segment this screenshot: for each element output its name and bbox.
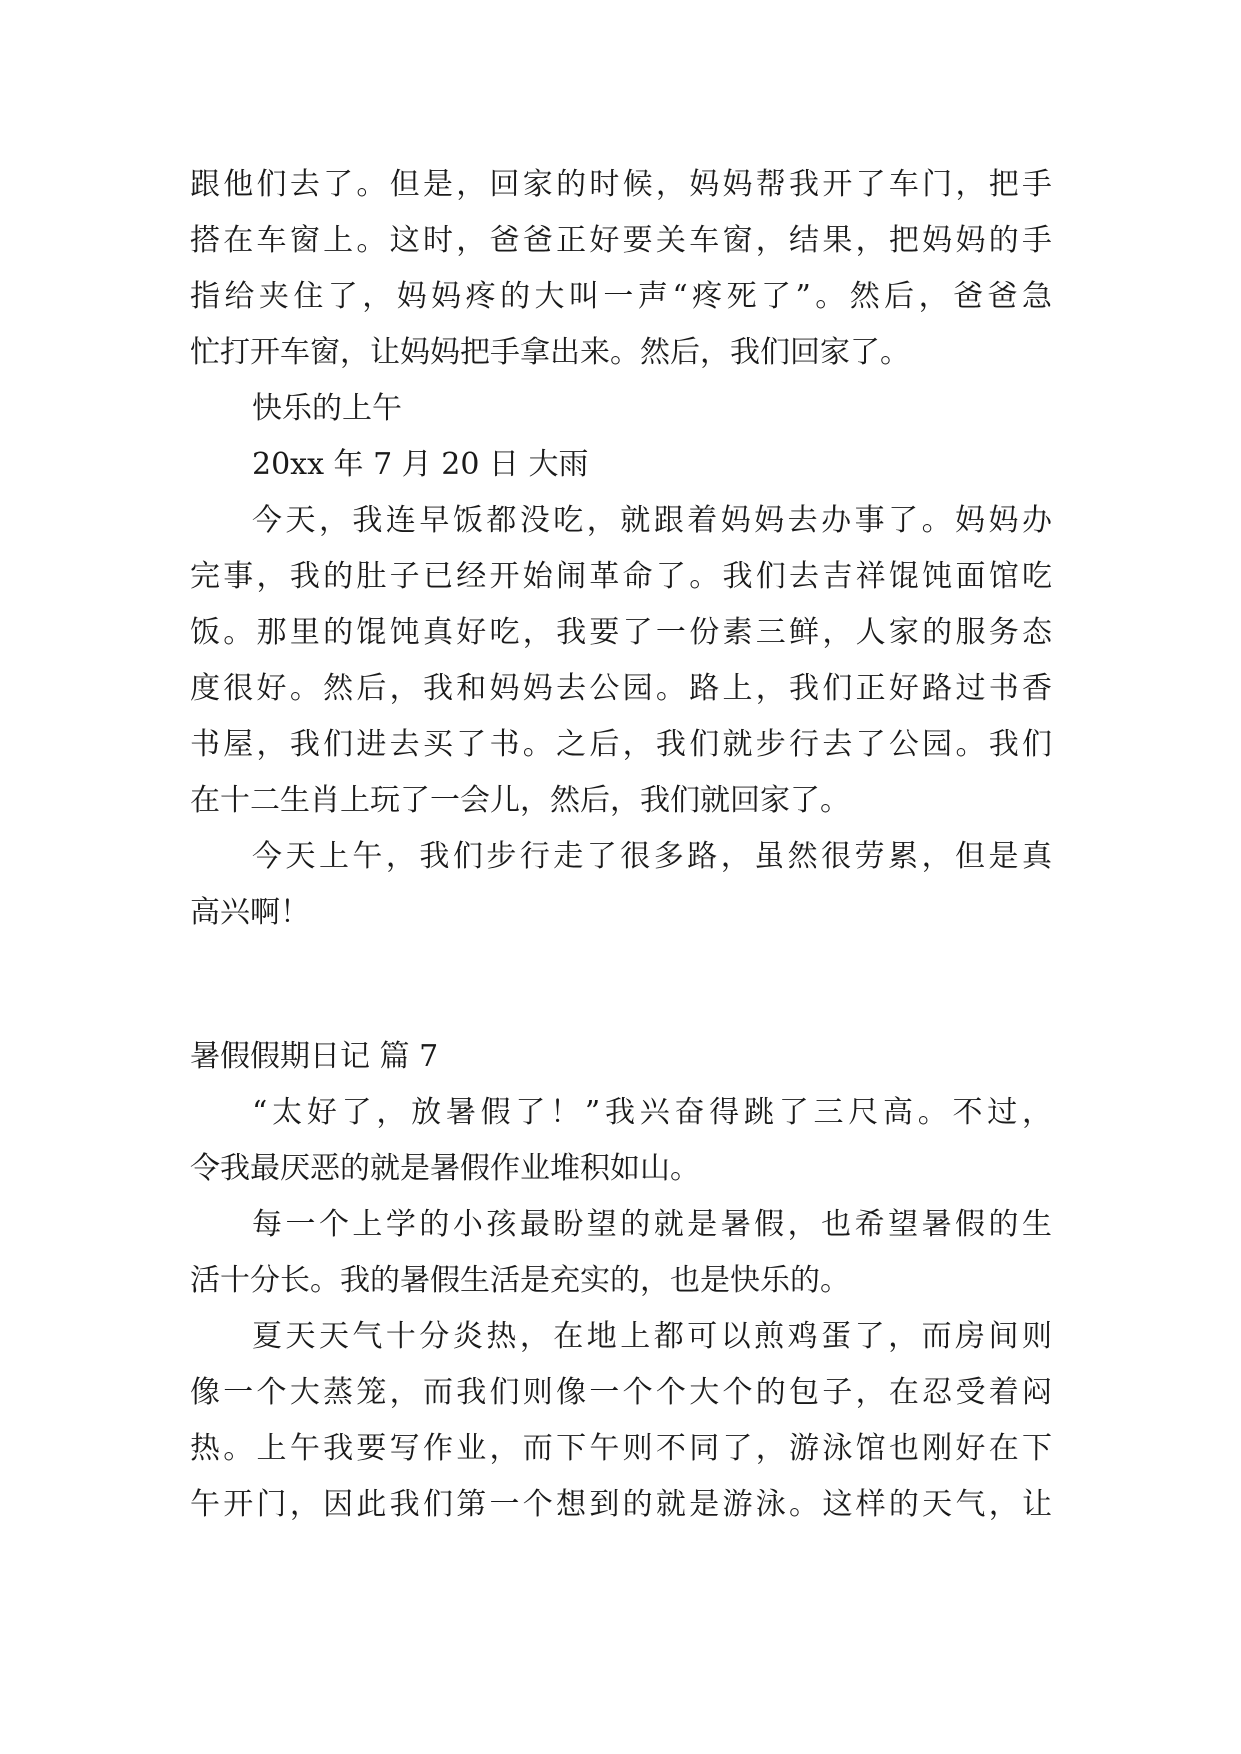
entry-heading: 暑假假期日记 篇 7 [190, 1039, 439, 1074]
text-line: 高兴啊！ [190, 895, 310, 930]
text-line: 令我最厌恶的就是暑假作业堆积如山。 [190, 1151, 700, 1186]
text-line: 搭在车窗上。这时，爸爸正好要关车窗，结果，把妈妈的手 [190, 223, 1052, 258]
text-line: 活十分长。我的暑假生活是充实的，也是快乐的。 [190, 1263, 850, 1298]
text-line: 夏天天气十分炎热，在地上都可以煎鸡蛋了，而房间则 [252, 1319, 1052, 1354]
text-line: 今天上午，我们步行走了很多路，虽然很劳累，但是真 [252, 839, 1052, 874]
text-line: 跟他们去了。但是，回家的时候，妈妈帮我开了车门，把手 [190, 167, 1052, 202]
text-line: 忙打开车窗，让妈妈把手拿出来。然后，我们回家了。 [190, 335, 910, 370]
text-line: 在十二生肖上玩了一会儿，然后，我们就回家了。 [190, 783, 850, 818]
text-line: “太好了，放暑假了！”我兴奋得跳了三尺高。不过， [252, 1095, 1052, 1130]
text-line: 完事，我的肚子已经开始闹革命了。我们去吉祥馄饨面馆吃 [190, 559, 1052, 594]
text-line: 书屋，我们进去买了书。之后，我们就步行去了公园。我们 [190, 727, 1052, 762]
text-line: 饭。那里的馄饨真好吃，我要了一份素三鲜，人家的服务态 [190, 615, 1052, 650]
text-line: 像一个大蒸笼，而我们则像一个个大个的包子，在忍受着闷 [190, 1375, 1052, 1410]
text-line: 度很好。然后，我和妈妈去公园。路上，我们正好路过书香 [190, 671, 1052, 706]
text-line: 午开门，因此我们第一个想到的就是游泳。这样的天气，让 [190, 1487, 1052, 1522]
text-line: 每一个上学的小孩最盼望的就是暑假，也希望暑假的生 [252, 1207, 1052, 1242]
text-line: 今天，我连早饭都没吃，就跟着妈妈去办事了。妈妈办 [252, 503, 1052, 538]
diary-date: 20xx 年 7 月 20 日 大雨 [252, 447, 589, 482]
text-line: 热。上午我要写作业，而下午则不同了，游泳馆也刚好在下 [190, 1431, 1052, 1466]
text-line: 指给夹住了，妈妈疼的大叫一声“疼死了”。然后，爸爸急 [190, 279, 1052, 314]
section-title: 快乐的上午 [252, 391, 402, 426]
